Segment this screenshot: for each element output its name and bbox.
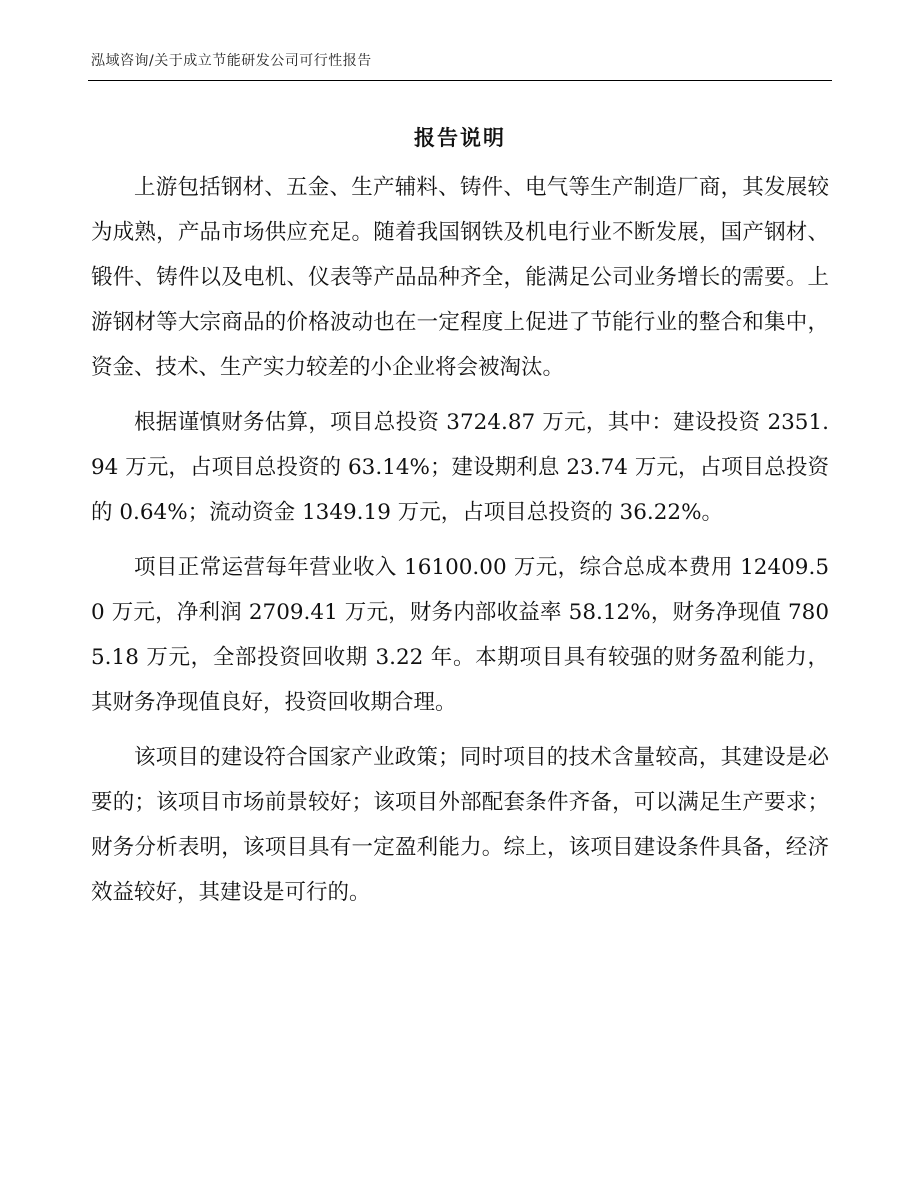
paragraph-investment: 根据谨慎财务估算，项目总投资 3724.87 万元，其中：建设投资 2351.94 万元，占项目总投资的 63.14%；建设期利息 23.74 万元，占项目总投资的 0.64%；流动资金 1349.19 万元，占项目总投资的 36.22%。 — [91, 410, 829, 525]
page-title: 报告说明 — [414, 126, 506, 150]
report-body — [91, 165, 829, 925]
header-divider — [88, 80, 832, 81]
paragraph-conclusion: 该项目的建设符合国家产业政策；同时项目的技术含量较高，其建设是必要的；该项目市场前景较好；该项目外部配套条件齐备，可以满足生产要求；财务分析表明，该项目具有一定盈利能力。综上，该项目建设条件具备，经济效益较好，其建设是可行的。 — [91, 745, 829, 905]
paragraph-revenue: 项目正常运营每年营业收入 16100.00 万元，综合总成本费用 12409.50 万元，净利润 2709.41 万元，财务内部收益率 58.12%，财务净现值 7805.18 万元，全部投资回收期 3.22 年。本期项目具有较强的财务盈利能力，其财务净现值良好，投资回收期合理。 — [91, 555, 829, 715]
paragraph-upstream: 上游包括钢材、五金、生产辅料、铸件、电气等生产制造厂商，其发展较为成熟，产品市场供应充足。随着我国钢铁及机电行业不断发展，国产钢材、锻件、铸件以及电机、仪表等产品品种齐全，能满足公司业务增长的需要。上游钢材等大宗商品的价格波动也在一定程度上促进了节能行业的整合和集中，资金、技术、生产实力较差的小企业将会被淘汰。 — [91, 175, 829, 380]
running-header: 泓域咨询/关于成立节能研发公司可行性报告 — [91, 53, 372, 69]
